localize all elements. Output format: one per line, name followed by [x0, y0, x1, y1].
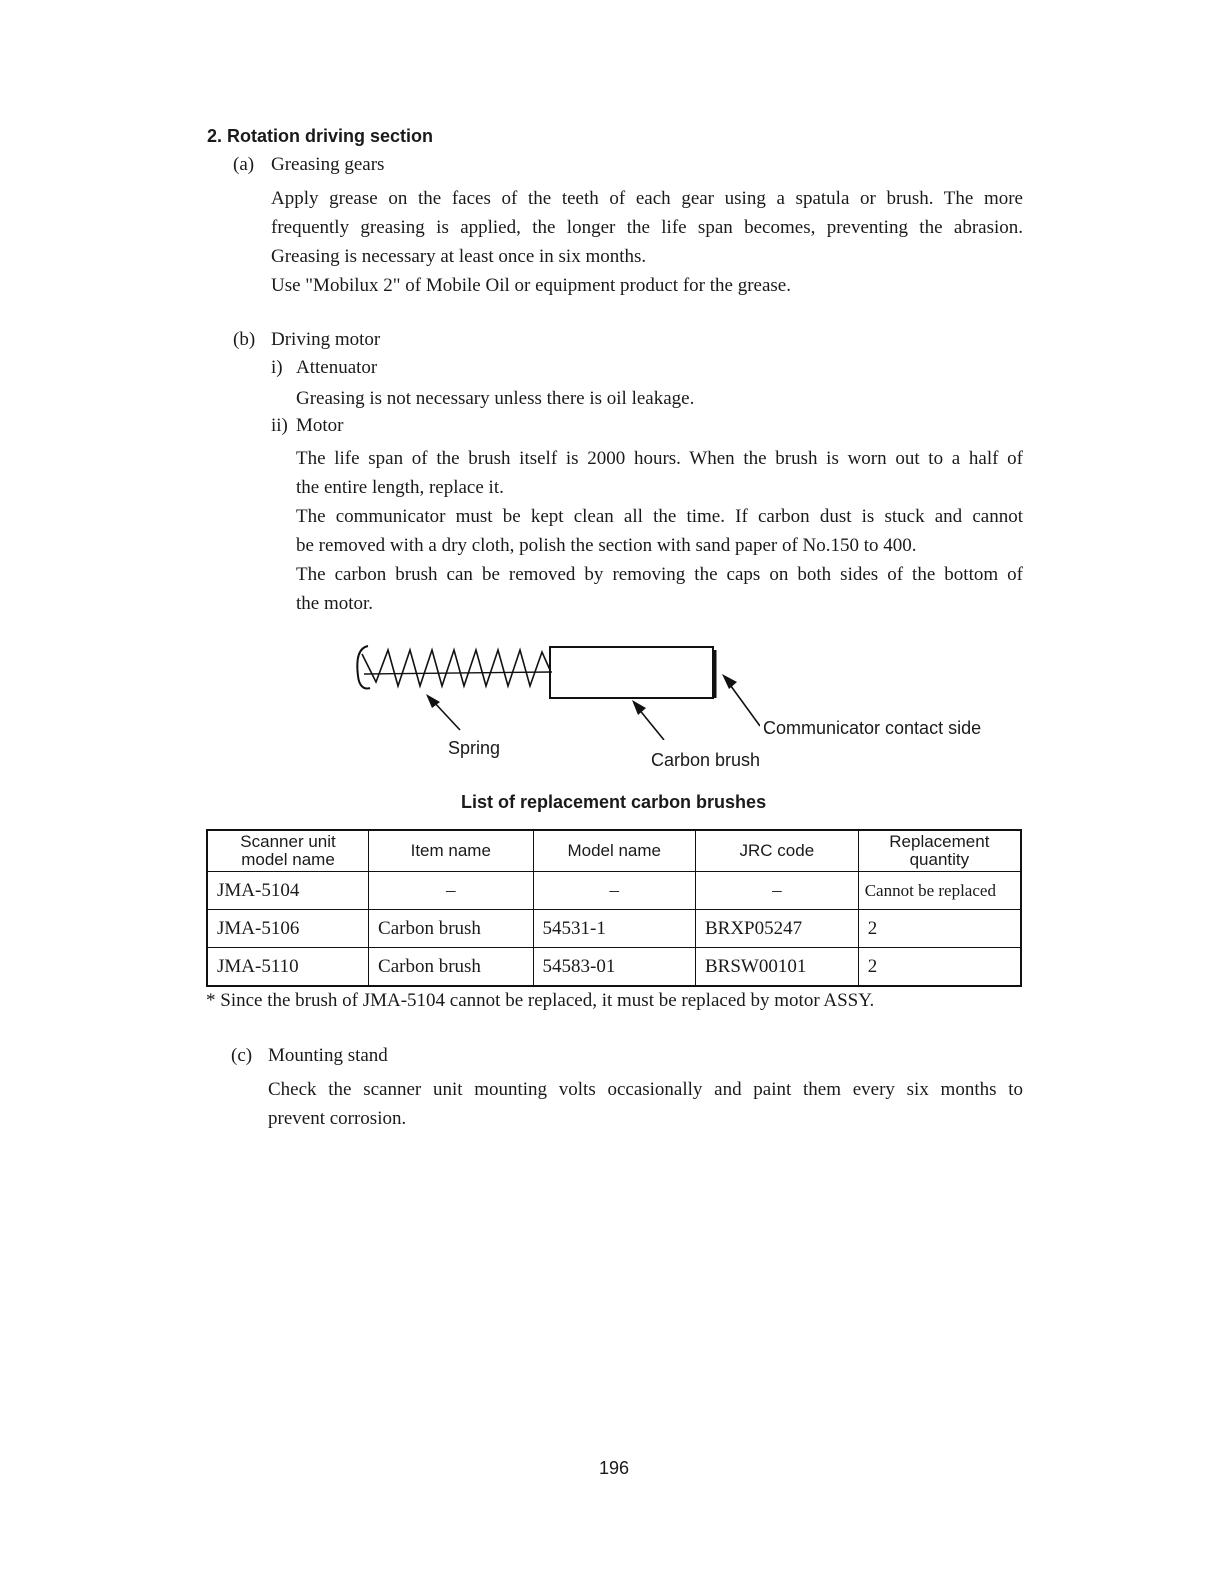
- paragraph-line: frequently greasing is applied, the longer the life span becomes, preventing the abrasion.: [271, 217, 1023, 238]
- paragraph-line: be removed with a dry cloth, polish the section with sand paper of No.150 to 400.: [296, 535, 917, 556]
- brush-arrow: [638, 708, 664, 740]
- table-cell: Carbon brush: [369, 910, 533, 948]
- table-cell: 54531-1: [533, 910, 695, 948]
- header-line: model name: [241, 850, 335, 869]
- item-a-marker: (a): [233, 154, 255, 175]
- item-a-paragraph: [271, 184, 1023, 300]
- header-line: Model name: [567, 841, 662, 860]
- table-row: [207, 872, 1021, 910]
- table-row: [207, 948, 1021, 987]
- table-cell: 54583-01: [533, 948, 695, 987]
- table-cell: 2: [858, 948, 1021, 987]
- contact-arrow-head: [722, 674, 737, 689]
- item-b-ii-heading: Motor: [296, 415, 344, 436]
- paragraph-line: The communicator must be kept clean all the time. If carbon dust is stuck and cannot: [296, 506, 1023, 527]
- item-b-i-heading: Attenuator: [296, 357, 378, 378]
- contact-side-label: Communicator contact side: [763, 718, 982, 738]
- carbon-brush-block: [550, 647, 713, 698]
- item-b-ii-marker: ii): [271, 415, 288, 436]
- header-line: Scanner unit: [240, 832, 336, 851]
- item-b-i-text: Greasing is not necessary unless there is oil leakage.: [296, 388, 695, 409]
- item-b-i-marker: i): [271, 357, 283, 378]
- paragraph-line: Use "Mobilux 2" of Mobile Oil or equipment product for the grease.: [271, 275, 791, 296]
- header-line: Replacement: [889, 832, 990, 851]
- table-cell: Cannot be replaced: [858, 872, 1021, 910]
- item-b-heading: Driving motor: [271, 329, 381, 350]
- item-b-marker: (b): [233, 329, 256, 350]
- spring-coil: [362, 650, 550, 686]
- column-header-replacement-quantity: [858, 830, 1021, 872]
- replacement-brush-table: [206, 829, 1022, 987]
- header-line: quantity: [909, 850, 970, 869]
- column-header-model-name: [533, 830, 695, 872]
- carbon-brush-diagram: [340, 630, 760, 740]
- table-cell: 2: [858, 910, 1021, 948]
- column-header-jrc-code: [695, 830, 858, 872]
- header-line: JRC code: [739, 841, 815, 860]
- table-row: [207, 910, 1021, 948]
- column-header-item-name: [369, 830, 533, 872]
- header-line: Item name: [410, 841, 491, 860]
- section-title: 2. Rotation driving section: [207, 126, 434, 146]
- item-c-paragraph: [268, 1075, 1023, 1133]
- page-number: 196: [599, 1458, 630, 1478]
- carbon-brush-label: Carbon brush: [651, 750, 761, 770]
- table-cell: Carbon brush: [369, 948, 533, 987]
- table-cell: –: [695, 872, 858, 910]
- table-footnote: * Since the brush of JMA-5104 cannot be replaced, it must be replaced by motor ASSY.: [206, 990, 875, 1011]
- paragraph-line: Apply grease on the faces of the teeth of each gear using a spatula or brush. The more: [271, 188, 1023, 209]
- item-a-heading: Greasing gears: [271, 154, 385, 175]
- brush-arrow-head: [632, 700, 646, 715]
- item-c-heading: Mounting stand: [268, 1045, 388, 1066]
- paragraph-line: The life span of the brush itself is 2000 hours. When the brush is worn out to a half of: [296, 448, 1023, 469]
- table-cell: JMA-5106: [207, 910, 369, 948]
- column-header-scanner-unit: [207, 830, 369, 872]
- table-header-row: [207, 830, 1021, 872]
- paragraph-line: The carbon brush can be removed by removing the caps on both sides of the bottom of: [296, 564, 1023, 585]
- table-cell: JMA-5110: [207, 948, 369, 987]
- paragraph-line: prevent corrosion.: [268, 1108, 407, 1129]
- paragraph-line: the motor.: [296, 593, 374, 614]
- paragraph-line: the entire length, replace it.: [296, 477, 504, 498]
- table-title: List of replacement carbon brushes: [461, 792, 767, 812]
- table-cell: BRSW00101: [695, 948, 858, 987]
- paragraph-line: Check the scanner unit mounting volts occasionally and paint them every six months to: [268, 1079, 1023, 1100]
- spring-label: Spring: [448, 738, 501, 758]
- item-c-marker: (c): [231, 1045, 253, 1066]
- paragraph-line: Greasing is necessary at least once in six months.: [271, 246, 647, 267]
- spring-axis: [364, 672, 552, 674]
- table-cell: JMA-5104: [207, 872, 369, 910]
- item-b-ii-paragraph: [296, 444, 1023, 618]
- table-cell: BRXP05247: [695, 910, 858, 948]
- contact-arrow: [728, 682, 760, 726]
- table-cell: –: [533, 872, 695, 910]
- table-cell: –: [369, 872, 533, 910]
